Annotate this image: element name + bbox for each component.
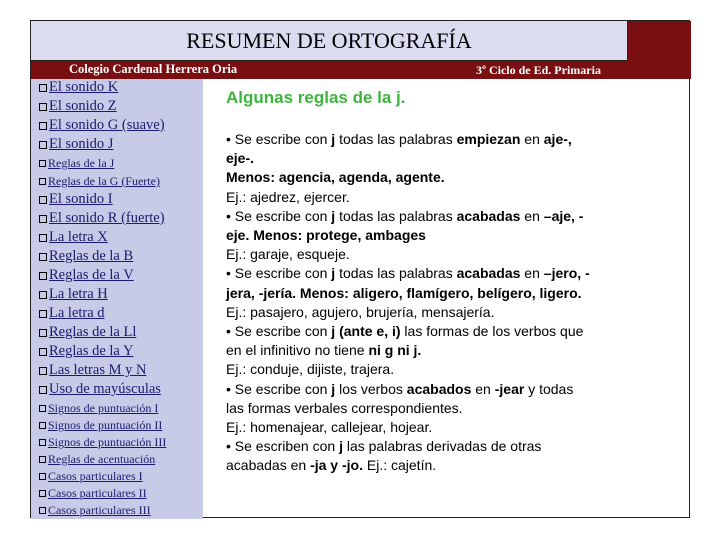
sidebar-item-label: Uso de mayúsculas — [49, 381, 161, 397]
sidebar-item-reglas-acentuacion[interactable] — [39, 452, 155, 467]
sidebar-item-la-letra-x[interactable] — [39, 229, 108, 246]
sidebar-item-el-sonido-g-suave[interactable] — [39, 117, 165, 134]
square-bullet-icon — [39, 141, 47, 149]
sidebar-item-label: El sonido I — [49, 191, 113, 207]
square-bullet-icon — [39, 456, 46, 463]
sidebar-item-label: Las letras M y N — [49, 362, 147, 378]
rule-text-segment: en — [471, 380, 495, 397]
sidebar-item-casos-particulares-1[interactable] — [39, 469, 143, 484]
rule-text-segment: todas las palabras — [335, 265, 457, 282]
sidebar-item-la-letra-d[interactable] — [39, 305, 105, 322]
sidebar-item-el-sonido-z[interactable] — [39, 98, 117, 115]
rule-text-segment: en — [520, 131, 544, 147]
sidebar-item-la-letra-h[interactable] — [39, 286, 108, 303]
rule-text-segment: –jero, - — [543, 265, 590, 282]
sidebar-item-label: El sonido J — [49, 136, 114, 152]
sidebar-item-label: Reglas de la Y — [49, 343, 134, 359]
rule-text-segment: eje-. — [226, 150, 255, 167]
rule-line — [226, 188, 646, 207]
sidebar-item-label: El sonido Z — [49, 98, 117, 114]
rule-text-segment: j — [331, 265, 336, 282]
rule-line — [226, 418, 646, 437]
sidebar-item-reglas-v[interactable] — [39, 267, 134, 284]
rule-line — [226, 322, 646, 341]
sidebar-item-signos-puntuacion-1[interactable] — [39, 401, 158, 416]
sidebar-item-label: La letra X — [49, 229, 108, 245]
rule-text-segment: en — [520, 207, 544, 224]
rule-text-segment: las formas de los verbos que — [400, 323, 584, 340]
main-content — [226, 88, 646, 476]
sidebar-item-reglas-j[interactable] — [39, 156, 114, 171]
rule-text-segment: en — [520, 265, 544, 282]
sidebar-item-label: Signos de puntuación II — [48, 418, 163, 432]
sidebar-item-reglas-ll[interactable] — [39, 324, 136, 341]
rule-text-segment: Ej.: pasajero, agujero, brujería, mensajería. — [226, 303, 495, 320]
square-bullet-icon — [39, 272, 47, 280]
sidebar-item-reglas-g-fuerte[interactable] — [39, 174, 160, 189]
sidebar-item-reglas-y[interactable] — [39, 343, 133, 360]
course-level: 3º Ciclo de Ed. Primaria — [476, 63, 601, 77]
sidebar-item-label: Reglas de la B — [49, 248, 134, 264]
rule-line — [226, 284, 646, 303]
rule-text-segment: eje. Menos: protege, ambages — [226, 227, 426, 244]
sidebar-item-casos-particulares-3[interactable] — [39, 503, 151, 518]
rule-text-segment: aje-, — [543, 131, 572, 147]
rule-text-segment: Ej.: garaje, esqueje. — [226, 246, 350, 263]
rule-text-segment: Ej.: ajedrez, ejercer. — [226, 188, 350, 205]
rule-text-segment: y todas — [524, 380, 574, 397]
rule-text-segment: acabadas — [456, 207, 521, 224]
sidebar-item-label: El sonido K — [49, 79, 119, 95]
sidebar-item-label: Reglas de acentuación — [48, 452, 156, 466]
rule-text-segment: j — [331, 207, 336, 224]
rules-text — [226, 130, 646, 476]
title-accent-block — [627, 21, 691, 61]
square-bullet-icon — [39, 405, 46, 412]
rule-text-segment: • Se escribe con — [226, 323, 332, 340]
sidebar-item-label: Reglas de la G (Fuerte) — [48, 174, 160, 188]
square-bullet-icon — [39, 178, 46, 185]
school-name: Colegio Cardenal Herrera Oria — [69, 62, 238, 76]
rule-line — [226, 341, 646, 360]
square-bullet-icon — [39, 215, 47, 223]
rule-text-segment: • Se escribe con — [226, 265, 332, 282]
rule-text-segment: Menos: agencia, agenda, agente. — [226, 169, 445, 186]
square-bullet-icon — [39, 122, 47, 130]
rule-text-segment: -ja y -jo. — [310, 457, 363, 474]
square-bullet-icon — [39, 234, 47, 242]
sidebar-item-el-sonido-k[interactable] — [39, 79, 118, 96]
rule-line — [226, 360, 646, 379]
square-bullet-icon — [39, 291, 47, 299]
rule-line — [226, 456, 646, 475]
sidebar-item-el-sonido-r-fuerte[interactable] — [39, 210, 165, 227]
sidebar-item-label: Reglas de la J — [48, 156, 115, 170]
square-bullet-icon — [39, 490, 46, 497]
sidebar-item-casos-particulares-2[interactable] — [39, 486, 147, 501]
rule-text-segment: j — [339, 438, 343, 455]
rule-text-segment: acabadas — [456, 265, 521, 282]
square-bullet-icon — [39, 367, 47, 375]
rule-text-segment: las formas verbales correspondientes. — [226, 399, 463, 416]
rule-text-segment: Ej.: homenajear, callejear, hojear. — [226, 419, 433, 436]
square-bullet-icon — [39, 329, 47, 337]
sidebar-item-label: El sonido G (suave) — [49, 117, 165, 133]
sidebar-item-el-sonido-j[interactable] — [39, 136, 113, 153]
sidebar-item-label: La letra d — [49, 305, 105, 321]
sidebar-item-signos-puntuacion-2[interactable] — [39, 418, 162, 433]
sidebar-item-label: El sonido R (fuerte) — [49, 210, 165, 226]
square-bullet-icon — [39, 473, 46, 480]
square-bullet-icon — [39, 196, 47, 204]
rule-line — [226, 226, 646, 245]
sidebar-item-signos-puntuacion-3[interactable] — [39, 435, 166, 450]
rule-text-segment: jera, -jería. Menos: aligero, flamígero, belígero, ligero. — [226, 284, 582, 301]
sidebar-item-label: Reglas de la Ll — [49, 324, 137, 340]
sidebar-item-label: La letra H — [49, 286, 108, 302]
sidebar-item-label: Signos de puntuación I — [48, 401, 159, 415]
square-bullet-icon — [39, 84, 47, 92]
rule-line — [226, 130, 646, 149]
sidebar-nav — [31, 79, 203, 519]
rule-text-segment: los verbos — [335, 380, 407, 397]
sidebar-item-uso-mayusculas[interactable] — [39, 381, 161, 398]
square-bullet-icon — [39, 160, 46, 167]
square-bullet-icon — [39, 422, 46, 429]
sidebar-item-el-sonido-i[interactable] — [39, 191, 113, 208]
rule-text-segment: j — [331, 380, 336, 397]
rule-line — [226, 168, 646, 187]
sidebar-item-label: Casos particulares III — [48, 503, 151, 517]
rule-text-segment: Ej.: cajetín. — [362, 457, 437, 474]
square-bullet-icon — [39, 103, 47, 111]
section-heading: Algunas reglas de la j. — [226, 88, 406, 107]
rule-text-segment: todas las palabras — [335, 131, 457, 147]
sidebar-item-label: Casos particulares II — [48, 486, 147, 500]
rule-text-segment: -jear — [494, 380, 525, 397]
square-bullet-icon — [39, 348, 47, 356]
rule-text-segment: –aje, - — [543, 207, 584, 224]
rule-line — [226, 245, 646, 264]
rule-text-segment: • Se escribe con — [226, 131, 332, 147]
rule-text-segment: j — [331, 131, 336, 147]
sidebar-item-label: Signos de puntuación III — [48, 435, 167, 449]
rule-text-segment: empiezan — [456, 131, 521, 147]
rule-line — [226, 207, 646, 226]
rule-line — [226, 380, 646, 399]
rule-line — [226, 437, 646, 456]
rule-text-segment: • Se escribe con — [226, 380, 332, 397]
square-bullet-icon — [39, 310, 47, 318]
square-bullet-icon — [39, 439, 46, 446]
rule-text-segment: acabados — [406, 380, 472, 397]
square-bullet-icon — [39, 507, 46, 514]
rule-text-segment: • Se escriben con — [226, 438, 340, 455]
page-title: RESUMEN DE ORTOGRAFÍA — [31, 21, 627, 61]
rule-text-segment: las palabras derivadas de otras — [342, 438, 542, 455]
sidebar-item-letras-m-n[interactable] — [39, 362, 146, 379]
sidebar-item-reglas-b[interactable] — [39, 248, 133, 265]
subtitle-bar — [31, 61, 691, 79]
rule-line — [226, 149, 646, 168]
square-bullet-icon — [39, 253, 47, 261]
square-bullet-icon — [39, 386, 47, 394]
rule-text-segment: Ej.: conduje, dijiste, trajera. — [226, 361, 395, 378]
rule-text-segment: • Se escribe con — [226, 207, 332, 224]
sidebar-item-label: Reglas de la V — [49, 267, 134, 283]
rule-text-segment: todas las palabras — [335, 207, 457, 224]
sidebar-item-label: Casos particulares I — [48, 469, 143, 483]
rule-text-segment: ni g ni j. — [368, 342, 422, 359]
rule-text-segment: acabadas en — [226, 457, 311, 474]
rule-text-segment: en el infinitivo no tiene — [226, 342, 369, 359]
rule-text-segment: j (ante e, i) — [331, 323, 401, 340]
rule-line — [226, 399, 646, 418]
rule-line — [226, 303, 646, 322]
rule-line — [226, 264, 646, 283]
